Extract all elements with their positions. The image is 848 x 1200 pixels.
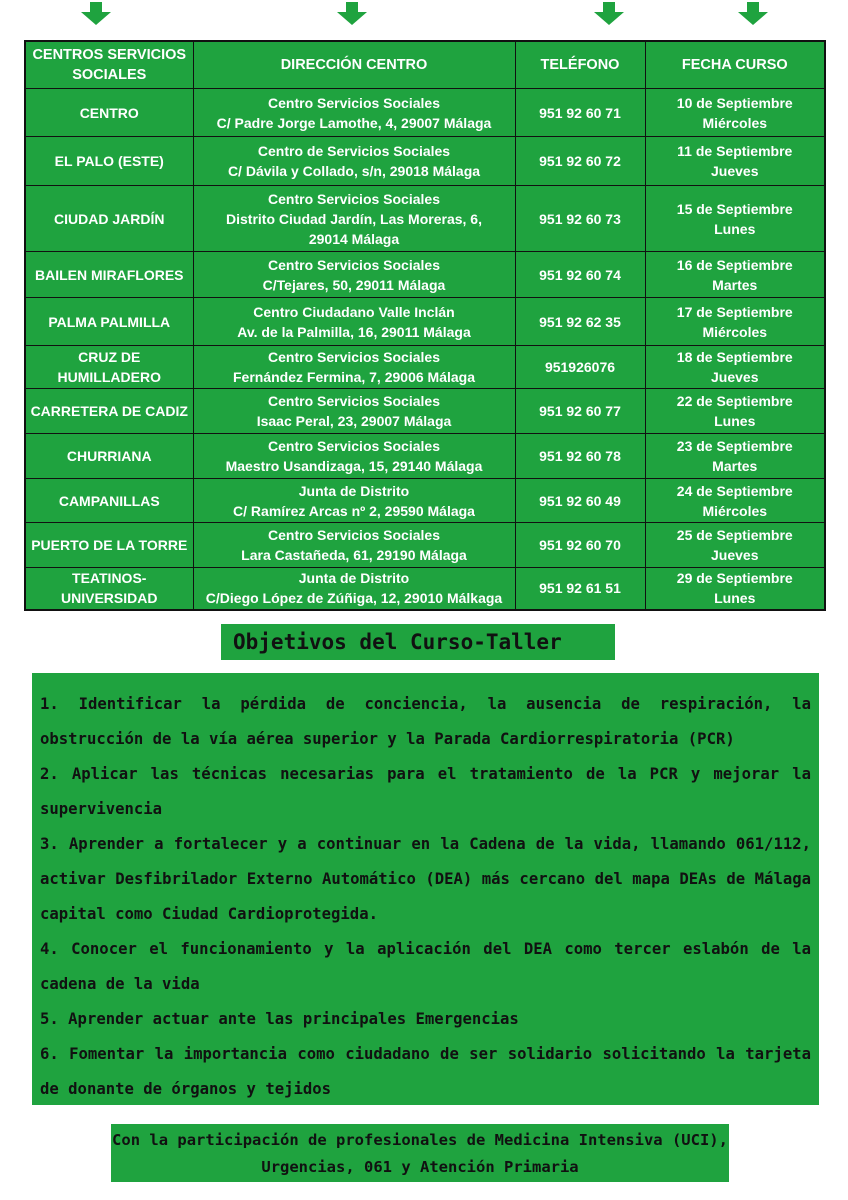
center-address: Centro Servicios Sociales Isaac Peral, 23, 29007 Málaga [193, 389, 515, 434]
center-address: Centro de Servicios Sociales C/ Dávila y Collado, s/n, 29018 Málaga [193, 137, 515, 186]
table-row [25, 523, 825, 568]
center-address: Centro Servicios Sociales C/Tejares, 50, 29011 Málaga [193, 252, 515, 298]
arrow-down-icon [737, 2, 769, 26]
center-address: Centro Servicios Sociales Fernández Fermina, 7, 29006 Málaga [193, 346, 515, 389]
course-date: 16 de Septiembre Martes [645, 252, 825, 298]
table-row [25, 298, 825, 346]
center-address: Centro Ciudadano Valle Inclán Av. de la Palmilla, 16, 29011 Málaga [193, 298, 515, 346]
course-date: 25 de Septiembre Jueves [645, 523, 825, 568]
center-name: CENTRO [25, 89, 193, 137]
course-date: 18 de Septiembre Jueves [645, 346, 825, 389]
center-name: EL PALO (ESTE) [25, 137, 193, 186]
center-name: PALMA PALMILLA [25, 298, 193, 346]
center-address: Junta de Distrito C/Diego López de Zúñiga, 12, 29010 Málkaga [193, 568, 515, 610]
course-date: 15 de Septiembre Lunes [645, 186, 825, 252]
table-row [25, 389, 825, 434]
arrow-down-icon [593, 2, 625, 26]
center-name: TEATINOS- UNIVERSIDAD [25, 568, 193, 610]
center-phone: 951 92 61 51 [515, 568, 645, 610]
table-header-row [25, 41, 825, 89]
center-name: PUERTO DE LA TORRE [25, 523, 193, 568]
arrow-down-icon [336, 2, 368, 26]
objective-item: 5. Aprender actuar ante las principales Emergencias [40, 1010, 519, 1028]
header-date: FECHA CURSO [645, 41, 825, 89]
objective-item: 2. Aplicar las técnicas necesarias para el tratamiento de la PCR y mejorar la supervivencia [40, 765, 811, 818]
centers-table [24, 40, 826, 611]
center-name: CIUDAD JARDÍN [25, 186, 193, 252]
table-row [25, 568, 825, 610]
header-center: CENTROS SERVICIOS SOCIALES [25, 41, 193, 89]
objective-item: 4. Conocer el funcionamiento y la aplicación del DEA como tercer eslabón de la cadena de la vida [40, 940, 811, 993]
course-date: 22 de Septiembre Lunes [645, 389, 825, 434]
center-address: Centro Servicios Sociales Lara Castañeda, 61, 29190 Málaga [193, 523, 515, 568]
course-date: 24 de Septiembre Miércoles [645, 479, 825, 523]
center-address: Junta de Distrito C/ Ramírez Arcas nº 2, 29590 Málaga [193, 479, 515, 523]
center-phone: 951 92 60 78 [515, 434, 645, 479]
table-row [25, 186, 825, 252]
table-row [25, 137, 825, 186]
center-name: CAMPANILLAS [25, 479, 193, 523]
objective-item: 6. Fomentar la importancia como ciudadano de ser solidario solicitando la tarjeta de donante de órganos y tejidos [40, 1045, 811, 1098]
center-name: CHURRIANA [25, 434, 193, 479]
center-phone: 951 92 60 74 [515, 252, 645, 298]
center-name: BAILEN MIRAFLORES [25, 252, 193, 298]
center-phone: 951 92 60 77 [515, 389, 645, 434]
objectives-box [32, 673, 819, 1105]
course-date: 29 de Septiembre Lunes [645, 568, 825, 610]
center-address: Centro Servicios Sociales C/ Padre Jorge Lamothe, 4, 29007 Málaga [193, 89, 515, 137]
center-address: Centro Servicios Sociales Maestro Usandizaga, 15, 29140 Málaga [193, 434, 515, 479]
course-date: 10 de Septiembre Miércoles [645, 89, 825, 137]
participation-footer: Con la participación de profesionales de Medicina Intensiva (UCI), Urgencias, 061 y Atención Primaria [111, 1124, 729, 1182]
objectives-title: Objetivos del Curso-Taller [221, 624, 615, 660]
center-name: CARRETERA DE CADIZ [25, 389, 193, 434]
course-date: 17 de Septiembre Miércoles [645, 298, 825, 346]
table-row [25, 89, 825, 137]
objective-item: 3. Aprender a fortalecer y a continuar en la Cadena de la vida, llamando 061/112, activar Desfibrilador Externo Automático (DEA) más cercano del mapa DEAs de Málaga capital como Ciudad Cardioprotegida. [40, 835, 811, 923]
header-address: DIRECCIÓN CENTRO [193, 41, 515, 89]
table-row [25, 479, 825, 523]
header-phone: TELÉFONO [515, 41, 645, 89]
table-row [25, 346, 825, 389]
table-row [25, 252, 825, 298]
center-phone: 951 92 60 70 [515, 523, 645, 568]
center-phone: 951 92 60 73 [515, 186, 645, 252]
center-name: CRUZ DE HUMILLADERO [25, 346, 193, 389]
table-row [25, 434, 825, 479]
center-phone: 951 92 62 35 [515, 298, 645, 346]
course-date: 11 de Septiembre Jueves [645, 137, 825, 186]
arrow-down-icon [80, 2, 112, 26]
center-phone: 951 92 60 72 [515, 137, 645, 186]
center-address: Centro Servicios Sociales Distrito Ciudad Jardín, Las Moreras, 6, 29014 Málaga [193, 186, 515, 252]
center-phone: 951 92 60 49 [515, 479, 645, 523]
objective-item: 1. Identificar la pérdida de conciencia, la ausencia de respiración, la obstrucción de la vía aérea superior y la Parada Cardiorrespiratoria (PCR) [40, 695, 811, 748]
center-phone: 951926076 [515, 346, 645, 389]
course-date: 23 de Septiembre Martes [645, 434, 825, 479]
center-phone: 951 92 60 71 [515, 89, 645, 137]
